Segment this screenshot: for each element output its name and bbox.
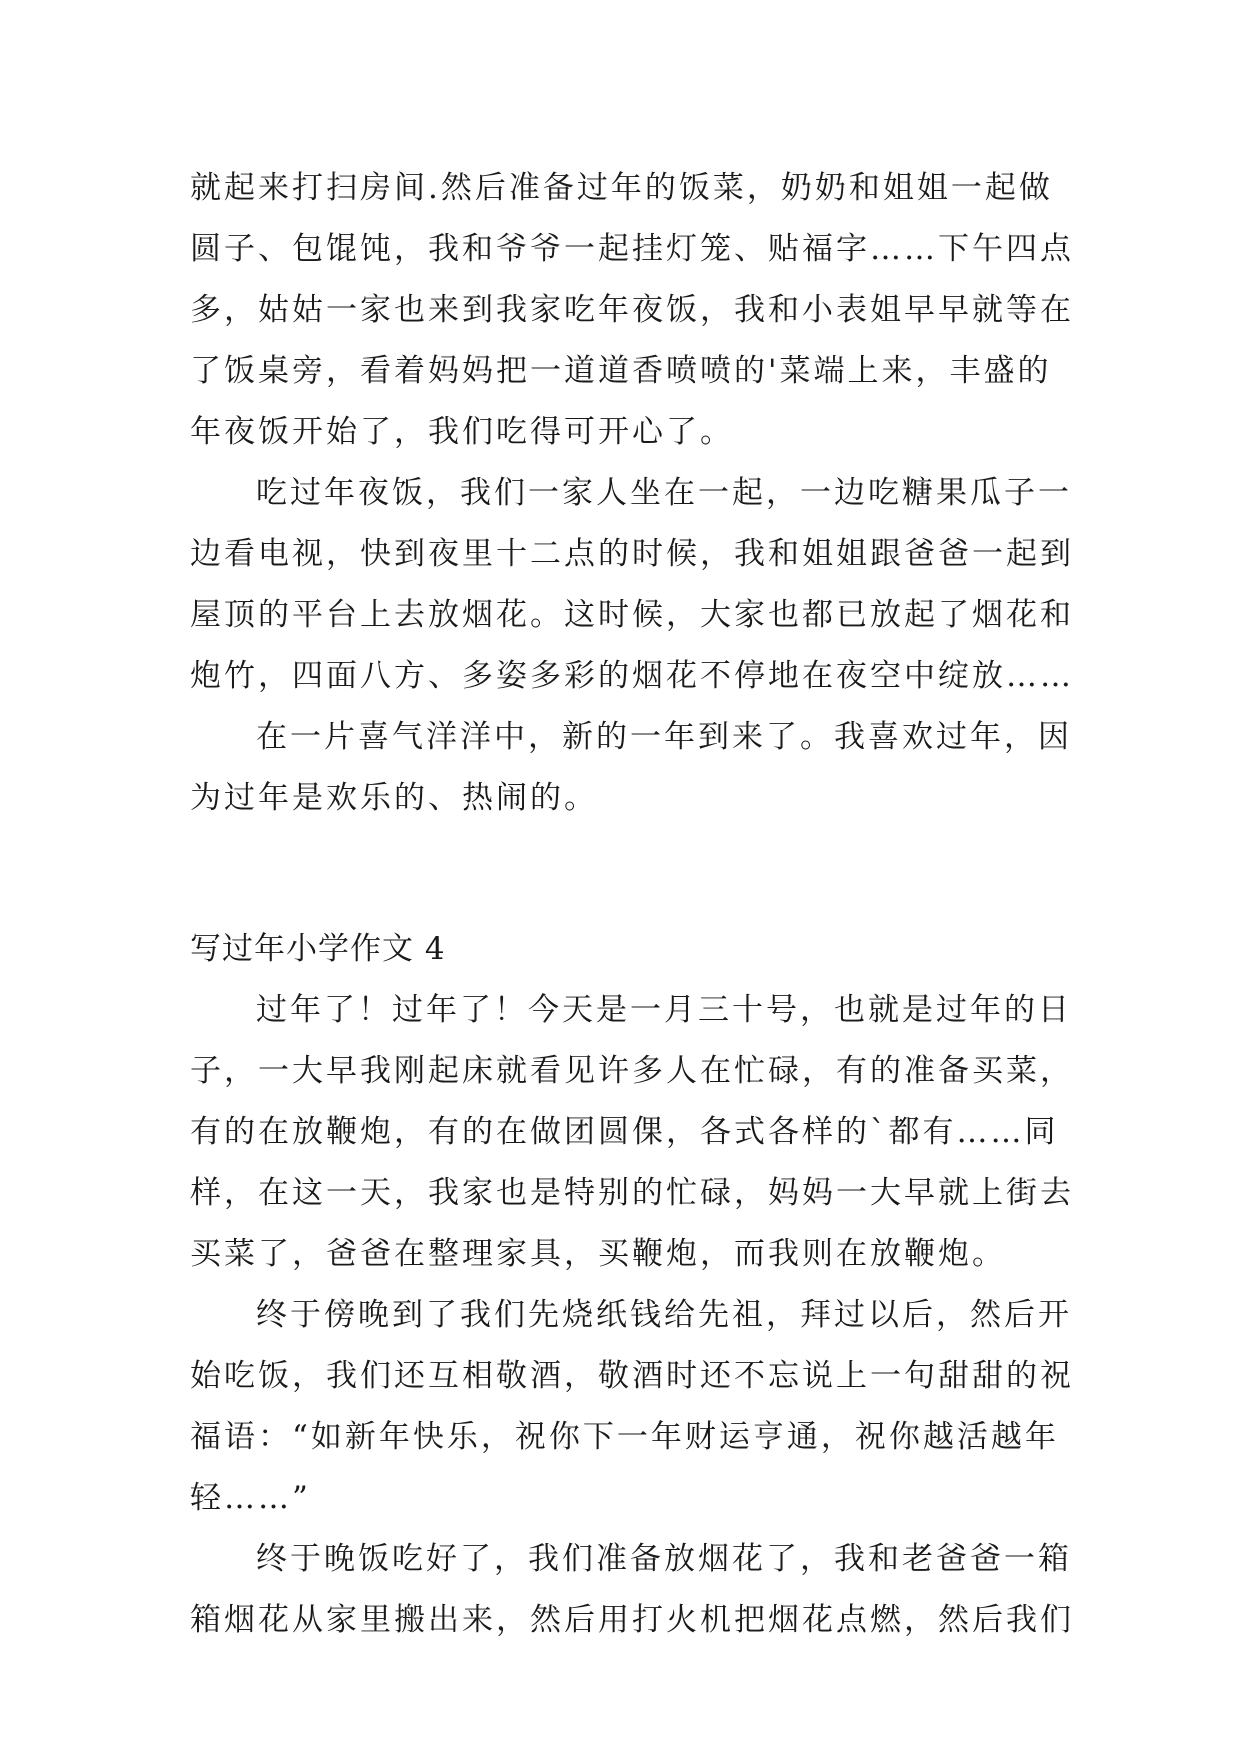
text-line: 了饭桌旁，看着妈妈把一道道香喷喷的'菜端上来，丰盛的 xyxy=(190,353,1052,389)
text-line: 吃过年夜饭，我们一家人坐在一起，一边吃糖果瓜子一 xyxy=(256,475,1072,511)
text-line: 买菜了，爸爸在整理家具，买鞭炮，而我则在放鞭炮。 xyxy=(190,1236,1006,1272)
paragraph xyxy=(190,707,1070,829)
section-heading: 写过年小学作文 4 xyxy=(190,931,446,967)
text-line: 就起来打扫房间.然后准备过年的饭菜，奶奶和姐姐一起做 xyxy=(190,170,1053,206)
paragraph xyxy=(190,158,1074,463)
text-line: 始吃饭，我们还互相敬酒，敬酒时还不忘说上一句甜甜的祝 xyxy=(190,1358,1074,1394)
text-line: 福语：“如新年快乐，祝你下一年财运亨通，祝你越活越年 xyxy=(190,1419,1059,1455)
text-line: 圆子、包馄饨，我和爷爷一起挂灯笼、贴福字……下午四点 xyxy=(190,231,1074,267)
text-line: 子，一大早我刚起床就看见许多人在忙碌，有的准备买菜， xyxy=(190,1053,1074,1089)
text-line: 过年了！过年了！今天是一月三十号，也就是过年的日 xyxy=(256,992,1072,1028)
text-line: 轻……” xyxy=(190,1480,311,1516)
paragraph xyxy=(190,980,1074,1285)
text-line: 年夜饭开始了，我们吃得可开心了。 xyxy=(190,414,734,450)
text-line: 有的在放鞭炮，有的在做团圆倮，各式各样的`都有……同 xyxy=(190,1114,1059,1150)
paragraph xyxy=(190,1529,1074,1651)
text-line: 终于傍晚到了我们先烧纸钱给先祖，拜过以后，然后开 xyxy=(256,1297,1072,1333)
paragraph xyxy=(190,1285,1074,1529)
text-line: 在一片喜气洋洋中，新的一年到来了。我喜欢过年，因 xyxy=(256,719,1072,755)
text-line: 为过年是欢乐的、热闹的。 xyxy=(190,780,598,816)
text-line: 屋顶的平台上去放烟花。这时候，大家也都已放起了烟花和 xyxy=(190,597,1074,633)
text-line: 终于晚饭吃好了，我们准备放烟花了，我和老爸爸一箱 xyxy=(256,1541,1072,1577)
text-line: 炮竹，四面八方、多姿多彩的烟花不停地在夜空中绽放…… xyxy=(190,658,1074,694)
section-gap xyxy=(190,829,1070,919)
text-line: 边看电视，快到夜里十二点的时候，我和姐姐跟爸爸一起到 xyxy=(190,536,1074,572)
text-line: 箱烟花从家里搬出来，然后用打火机把烟花点燃，然后我们 xyxy=(190,1602,1074,1638)
text-line: 多，姑姑一家也来到我家吃年夜饭，我和小表姐早早就等在 xyxy=(190,292,1074,328)
document-body xyxy=(190,158,1074,1651)
text-line: 样，在这一天，我家也是特别的忙碌，妈妈一大早就上街去 xyxy=(190,1175,1074,1211)
paragraph xyxy=(190,463,1074,707)
